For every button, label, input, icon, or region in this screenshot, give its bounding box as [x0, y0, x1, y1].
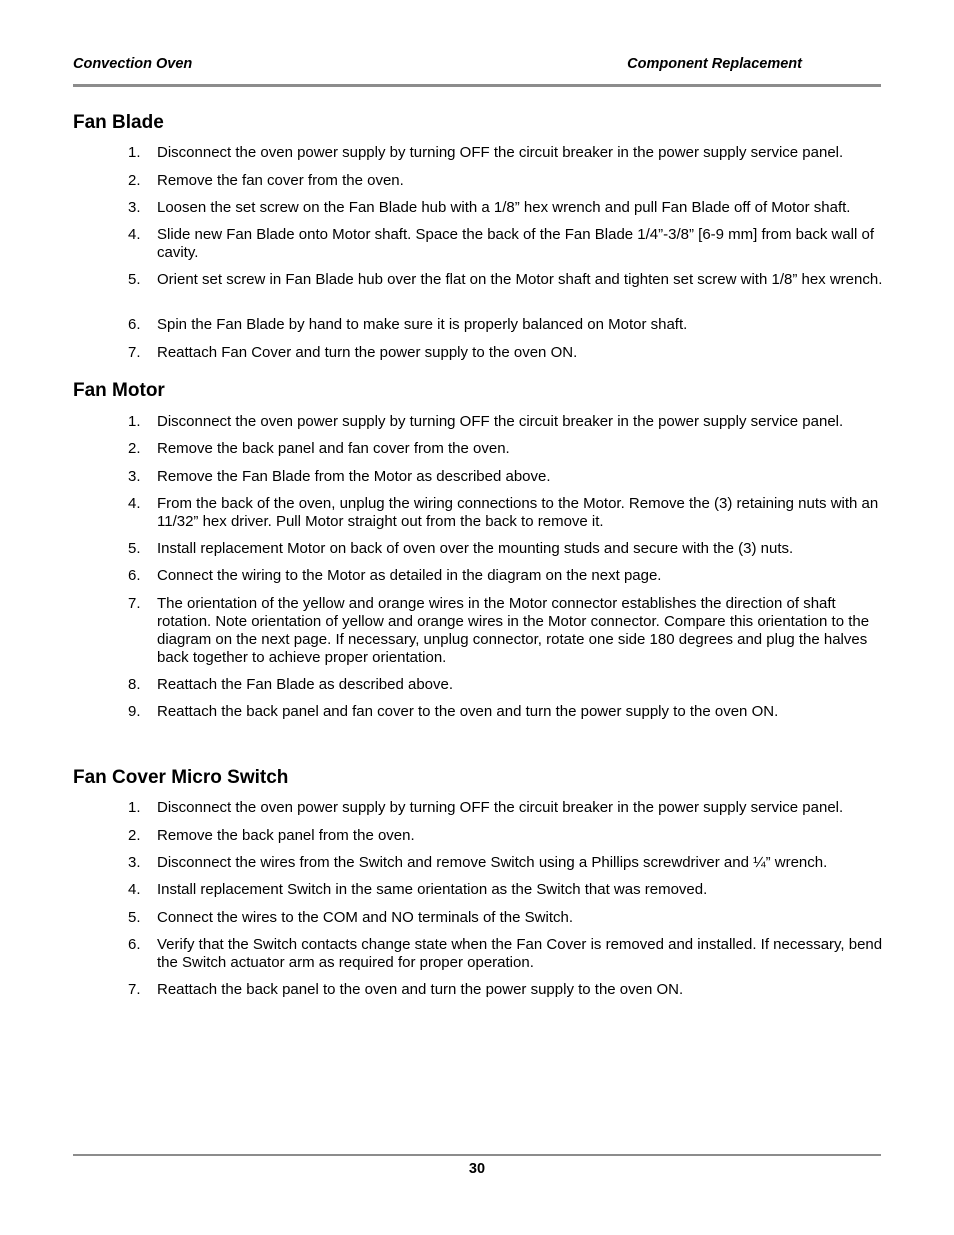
step-text: Connect the wiring to the Motor as detailed in the diagram on the next page.: [157, 567, 662, 584]
section-title-fan-cover-micro-switch: Fan Cover Micro Switch: [73, 767, 289, 788]
step-number: 4.: [128, 495, 141, 512]
step-text: Disconnect the oven power supply by turning OFF the circuit breaker in the power supply service panel.: [157, 799, 844, 816]
step-number: 5.: [128, 540, 141, 557]
section-title-fan-blade: Fan Blade: [73, 112, 164, 133]
step-text: Slide new Fan Blade onto Motor shaft. Space the back of the Fan Blade 1/4”-3/8” [6-9 mm] from back wall of cavity.: [157, 226, 875, 261]
page-header: [73, 56, 802, 74]
step-text: Verify that the Switch contacts change state when the Fan Cover is removed and installed. If necessary, bend the Switch actuator arm as required for proper operation.: [157, 936, 883, 971]
step-number: 1.: [128, 413, 141, 430]
step-text: Remove the back panel and fan cover from the oven.: [157, 440, 510, 457]
page-number: 30: [468, 1161, 486, 1177]
step-text: Loosen the set screw on the Fan Blade hub with a 1/8” hex wrench and pull Fan Blade off of Motor shaft.: [157, 199, 851, 216]
step-number: 7.: [128, 344, 141, 361]
footer-divider: [73, 1154, 881, 1156]
step-number: 1.: [128, 144, 141, 161]
step-number: 2.: [128, 172, 141, 189]
step-text: Disconnect the oven power supply by turning OFF the circuit breaker in the power supply service panel.: [157, 144, 844, 161]
step-number: 2.: [128, 440, 141, 457]
step-text: Orient set screw in Fan Blade hub over the flat on the Motor shaft and tighten set screw with 1/8” hex wrench.: [157, 271, 883, 288]
step-number: 7.: [128, 595, 141, 612]
step-number: 1.: [128, 799, 141, 816]
step-text: Disconnect the wires from the Switch and remove Switch using a Phillips screwdriver and ¼” wrench.: [157, 854, 828, 871]
step-text: Disconnect the oven power supply by turning OFF the circuit breaker in the power supply service panel.: [157, 413, 844, 430]
step-number: 3.: [128, 854, 141, 871]
step-number: 5.: [128, 909, 141, 926]
step-text: Reattach the Fan Blade as described above.: [157, 676, 454, 693]
step-number: 6.: [128, 567, 141, 584]
step-text: Install replacement Motor on back of oven over the mounting studs and secure with the (3) nuts.: [157, 540, 794, 557]
step-number: 5.: [128, 271, 141, 288]
step-text: From the back of the oven, unplug the wiring connections to the Motor. Remove the (3) retaining nuts with an 11/32” hex driver. Pull Motor straight out from the back to remove it.: [157, 495, 879, 530]
step-text: Remove the back panel from the oven.: [157, 827, 415, 844]
step-text: Install replacement Switch in the same orientation as the Switch that was removed.: [157, 881, 708, 898]
step-text: Connect the wires to the COM and NO terminals of the Switch.: [157, 909, 574, 926]
step-number: 9.: [128, 703, 141, 720]
step-number: 6.: [128, 936, 141, 953]
header-divider: [73, 84, 881, 87]
section-title-fan-motor: Fan Motor: [73, 380, 165, 401]
step-number: 8.: [128, 676, 141, 693]
step-text: Remove the fan cover from the oven.: [157, 172, 404, 189]
step-text: Remove the Fan Blade from the Motor as described above.: [157, 468, 551, 485]
step-number: 4.: [128, 881, 141, 898]
step-text: Reattach the back panel to the oven and turn the power supply to the oven ON.: [157, 981, 684, 998]
step-number: 3.: [128, 199, 141, 216]
step-number: 6.: [128, 316, 141, 333]
step-text: Spin the Fan Blade by hand to make sure it is properly balanced on Motor shaft.: [157, 316, 688, 333]
step-text: The orientation of the yellow and orange wires in the Motor connector establishes the direction of shaft rotation. Note orientation of yellow and orange wires in the Motor connector. Compare this orientation to the diagram on the next page. If necessary, unplug connector, rotate one side 180 degrees and plug the halves back together to achieve proper orientation.: [157, 595, 870, 666]
step-number: 2.: [128, 827, 141, 844]
header-chapter-title: Component Replacement: [627, 56, 802, 72]
step-number: 3.: [128, 468, 141, 485]
step-text: Reattach the back panel and fan cover to the oven and turn the power supply to the oven ON.: [157, 703, 779, 720]
step-number: 7.: [128, 981, 141, 998]
step-text: Reattach Fan Cover and turn the power supply to the oven ON.: [157, 344, 578, 361]
step-number: 4.: [128, 226, 141, 243]
header-document-title: Convection Oven: [73, 56, 193, 72]
